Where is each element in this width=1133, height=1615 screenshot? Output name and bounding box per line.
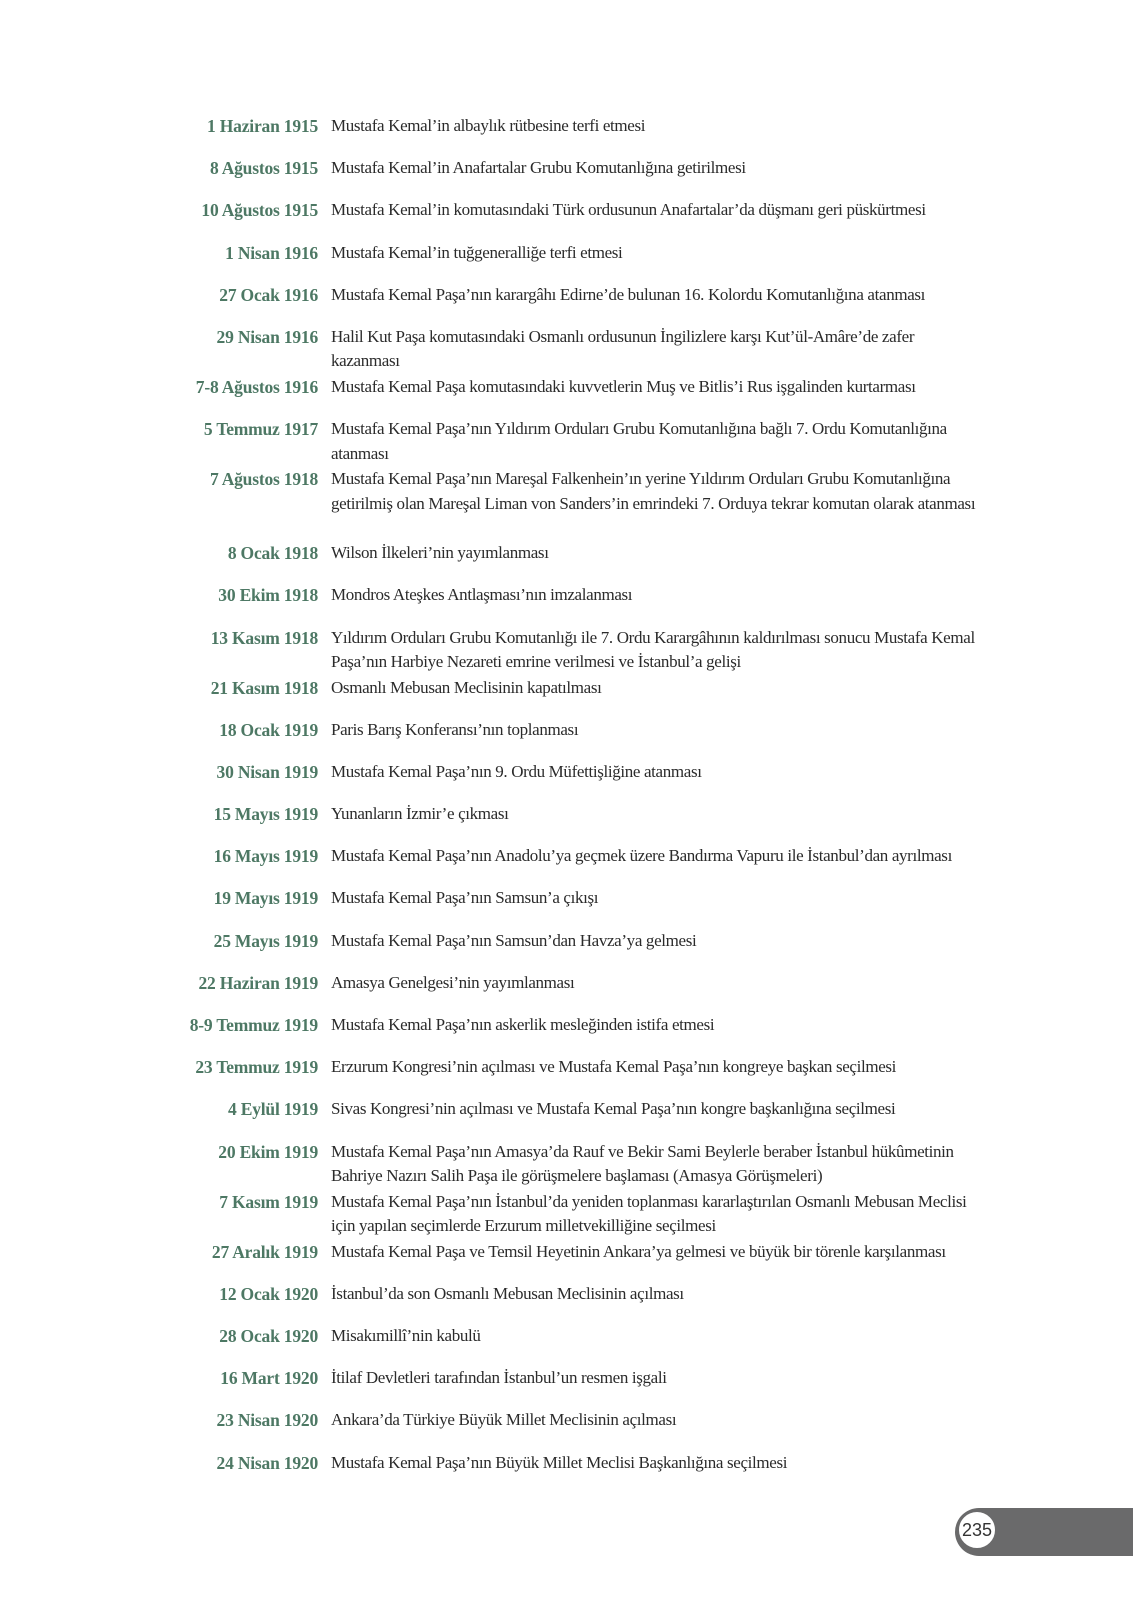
timeline-entry	[0, 1238, 1133, 1280]
entry-text: Paris Barış Konferansı’nın toplanması	[331, 719, 579, 739]
entry-date: 12 Ocak 1920	[219, 1283, 318, 1304]
entry-text: Erzurum Kongresi’nin açılması ve Mustafa Kemal Paşa’nın kongreye başkan seçilmesi	[331, 1057, 897, 1077]
entry-text: Ankara’da Türkiye Büyük Millet Meclisinin açılması	[331, 1410, 677, 1430]
timeline-entry	[0, 674, 1133, 716]
timeline-entry	[0, 373, 1133, 415]
entry-date: 8-9 Temmuz 1919	[189, 1015, 318, 1035]
timeline-entry	[0, 1138, 1133, 1188]
entry-date: 8 Ağustos 1915	[209, 158, 318, 179]
timeline-entry	[0, 581, 1133, 623]
entry-text: Halil Kut Paşa komutasındaki Osmanlı ordusunun İngilizlere karşı Kut’ül-Amâre’de zafer kazanması	[331, 326, 915, 371]
entry-date: 28 Ocak 1920	[219, 1325, 318, 1346]
entry-text: Amasya Genelgesi’nin yayımlanması	[331, 972, 575, 992]
timeline-entry	[0, 884, 1133, 926]
entry-text: Mustafa Kemal’in Anafartalar Grubu Komutanlığına getirilmesi	[331, 158, 746, 178]
timeline-entry	[0, 716, 1133, 758]
timeline-entry	[0, 239, 1133, 281]
entry-date: 20 Ekim 1919	[218, 1141, 318, 1162]
timeline-entry	[0, 1095, 1133, 1137]
entry-text: Misakımillî’nin kabulü	[331, 1325, 481, 1345]
entry-text: Mustafa Kemal Paşa’nın Mareşal Falkenhein’ın yerine Yıldırım Orduları Grubu Komutanlığına getirilmiş olan Mareşal Liman von Sanders’in emrindeki 7. Orduya tekrar komutan olarak atanması	[331, 469, 976, 513]
entry-text: Mustafa Kemal’in komutasındaki Türk ordusunun Anafartalar’da düşmanı geri püskürtmesi	[331, 200, 926, 220]
timeline	[0, 112, 1133, 1491]
entry-date: 25 Mayıs 1919	[213, 930, 318, 951]
timeline-entry	[0, 415, 1133, 465]
entry-text: Mustafa Kemal Paşa’nın İstanbul’da yeniden toplanması kararlaştırılan Osmanlı Mebusan Meclisi için yapılan seçimlerde Erzurum milletvekilliğine seçilmesi	[331, 1191, 967, 1236]
entry-date: 23 Temmuz 1919	[195, 1057, 318, 1078]
entry-text: Mustafa Kemal Paşa’nın Amasya’da Rauf ve Bekir Sami Beylerle beraber İstanbul hükûmetinin Bahriye Nazırı Salih Paşa ile görüşmelere başlaması (Amasya Görüşmeleri)	[331, 1141, 954, 1186]
entry-date: 22 Haziran 1919	[198, 972, 318, 993]
timeline-entry	[0, 154, 1133, 196]
entry-date: 7 Kasım 1919	[219, 1191, 318, 1212]
timeline-entry	[0, 1011, 1133, 1053]
entry-text: Mustafa Kemal Paşa’nın karargâhı Edirne’de bulunan 16. Kolordu Komutanlığına atanması	[331, 284, 926, 304]
timeline-entry	[0, 927, 1133, 969]
entry-text: Yıldırım Orduları Grubu Komutanlığı ile 7. Ordu Karargâhının kaldırılması sonucu Mustafa Kemal Paşa’nın Harbiye Nezareti emrine verilmesi ve İstanbul’a gelişi	[331, 627, 975, 671]
entry-text: Osmanlı Mebusan Meclisinin kapatılması	[331, 677, 602, 697]
entry-date: 10 Ağustos 1915	[201, 200, 318, 221]
entry-date: 30 Nisan 1919	[216, 761, 318, 782]
timeline-entry	[0, 1449, 1133, 1491]
entry-text: Mondros Ateşkes Antlaşması’nın imzalanması	[331, 585, 633, 605]
timeline-entry	[0, 281, 1133, 323]
entry-date: 5 Temmuz 1917	[203, 419, 318, 440]
entry-date: 30 Ekim 1918	[218, 585, 318, 606]
entry-text: İstanbul’da son Osmanlı Mebusan Meclisinin açılması	[331, 1283, 684, 1303]
entry-text: Mustafa Kemal Paşa’nın Büyük Millet Meclisi Başkanlığına seçilmesi	[331, 1452, 788, 1472]
timeline-entry	[0, 196, 1133, 238]
entry-text: Mustafa Kemal Paşa’nın Yıldırım Orduları Grubu Komutanlığına bağlı 7. Ordu Komutanlığına atanması	[331, 419, 947, 463]
entry-date: 23 Nisan 1920	[216, 1410, 318, 1431]
entry-date: 8 Ocak 1918	[227, 543, 318, 564]
entry-text: Wilson İlkeleri’nin yayımlanması	[331, 543, 549, 563]
entry-date: 18 Ocak 1919	[219, 719, 318, 740]
entry-text: Mustafa Kemal Paşa’nın askerlik mesleğinden istifa etmesi	[331, 1015, 715, 1034]
entry-text: Mustafa Kemal Paşa ve Temsil Heyetinin Ankara’ya gelmesi ve büyük bir törenle karşılanması	[331, 1241, 946, 1261]
timeline-entry	[0, 112, 1133, 154]
entry-text: Mustafa Kemal Paşa’nın Samsun’dan Havza’ya gelmesi	[331, 930, 697, 950]
timeline-entry	[0, 1322, 1133, 1364]
entry-text: Mustafa Kemal Paşa’nın 9. Ordu Müfettişliğine atanması	[331, 761, 702, 781]
entry-text: Yunanların İzmir’e çıkması	[331, 804, 509, 824]
entry-date: 16 Mayıs 1919	[213, 846, 318, 867]
timeline-entry	[0, 758, 1133, 800]
timeline-entry	[0, 1280, 1133, 1322]
timeline-entry	[0, 539, 1133, 581]
entry-text: Mustafa Kemal’in tuğgeneralliğe terfi etmesi	[331, 242, 623, 262]
entry-date: 7 Ağustos 1918	[209, 469, 318, 490]
entry-date: 7-8 Ağustos 1916	[195, 376, 318, 397]
entry-date: 15 Mayıs 1919	[213, 804, 318, 825]
timeline-entry	[0, 969, 1133, 1011]
entry-date: 24 Nisan 1920	[216, 1452, 318, 1473]
entry-text: Mustafa Kemal Paşa’nın Samsun’a çıkışı	[331, 888, 599, 908]
timeline-entry	[0, 465, 1133, 539]
timeline-entry	[0, 842, 1133, 884]
entry-date: 21 Kasım 1918	[210, 677, 318, 698]
entry-date: 13 Kasım 1918	[210, 627, 318, 648]
entry-date: 27 Ocak 1916	[219, 284, 318, 305]
page-number: 235	[957, 1510, 997, 1550]
entry-date: 29 Nisan 1916	[216, 326, 318, 347]
entry-date: 4 Eylül 1919	[228, 1099, 318, 1120]
timeline-entry	[0, 624, 1133, 674]
entry-date: 1 Haziran 1915	[207, 116, 318, 136]
timeline-entry	[0, 1188, 1133, 1238]
timeline-entry	[0, 1406, 1133, 1448]
entry-date: 16 Mart 1920	[220, 1368, 318, 1389]
entry-text: Mustafa Kemal Paşa komutasındaki kuvvetlerin Muş ve Bitlis’i Rus işgalinden kurtarması	[331, 376, 916, 396]
entry-text: Mustafa Kemal’in albaylık rütbesine terfi etmesi	[331, 116, 646, 135]
timeline-entry	[0, 1364, 1133, 1406]
entry-text: İtilaf Devletleri tarafından İstanbul’un resmen işgali	[331, 1368, 667, 1388]
timeline-entry	[0, 800, 1133, 842]
entry-text: Sivas Kongresi’nin açılması ve Mustafa Kemal Paşa’nın kongre başkanlığına seçilmesi	[331, 1099, 896, 1119]
entry-date: 1 Nisan 1916	[225, 242, 318, 263]
entry-date: 19 Mayıs 1919	[213, 888, 318, 909]
entry-text: Mustafa Kemal Paşa’nın Anadolu’ya geçmek üzere Bandırma Vapuru ile İstanbul’dan ayrılması	[331, 846, 952, 866]
timeline-entry	[0, 1053, 1133, 1095]
entry-date: 27 Aralık 1919	[211, 1241, 318, 1262]
timeline-entry	[0, 323, 1133, 373]
